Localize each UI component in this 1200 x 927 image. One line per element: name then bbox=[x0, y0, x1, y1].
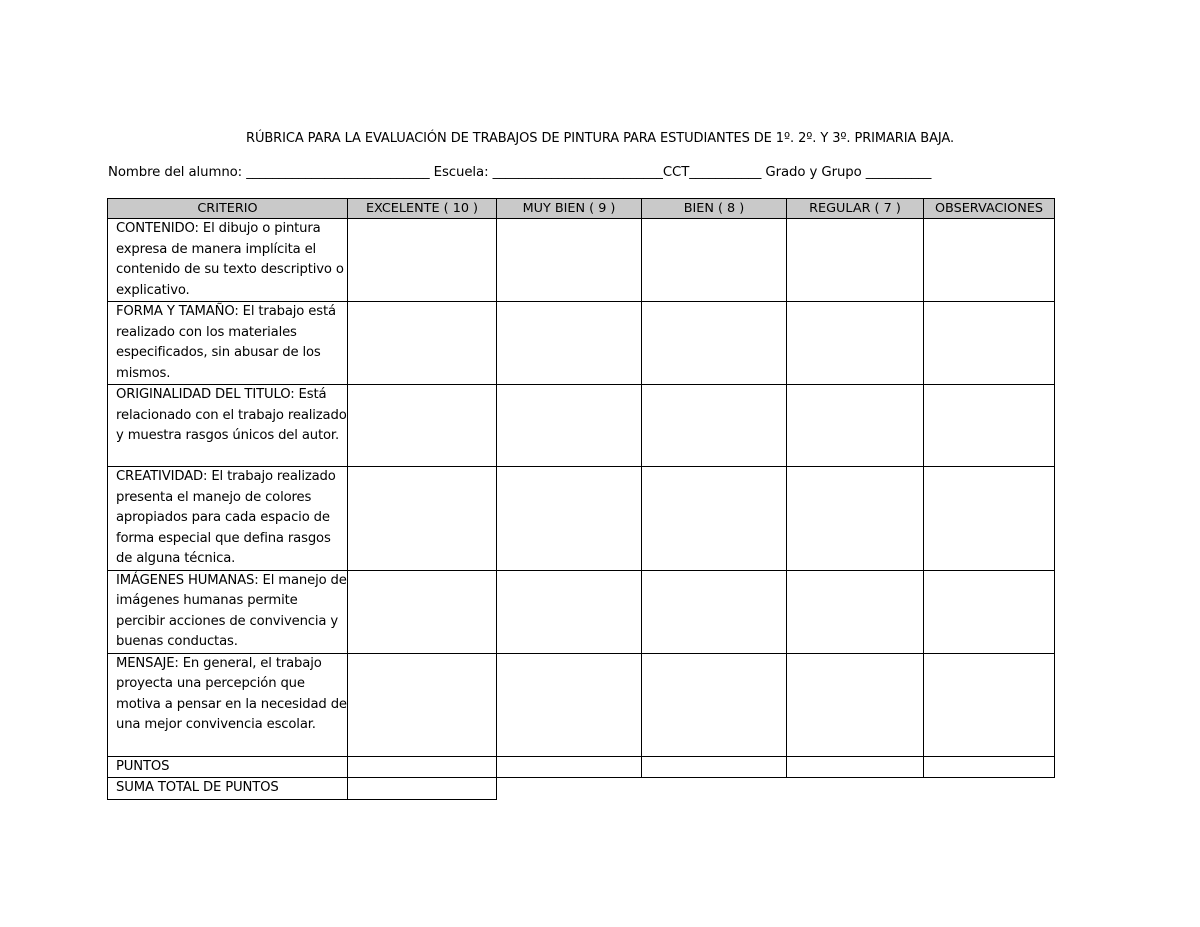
points-cell[interactable] bbox=[497, 756, 642, 778]
observation-cell[interactable] bbox=[924, 467, 1055, 571]
score-cell[interactable] bbox=[787, 219, 924, 302]
total-row bbox=[108, 778, 1055, 800]
points-label: PUNTOS bbox=[108, 756, 348, 778]
score-cell[interactable] bbox=[787, 385, 924, 467]
table-row bbox=[108, 467, 1055, 571]
score-cell[interactable] bbox=[642, 653, 787, 756]
empty-area bbox=[497, 778, 1055, 800]
points-cell[interactable] bbox=[348, 756, 497, 778]
table-row bbox=[108, 570, 1055, 653]
score-cell[interactable] bbox=[348, 570, 497, 653]
score-cell[interactable] bbox=[787, 302, 924, 385]
score-cell[interactable] bbox=[642, 467, 787, 571]
header-excelente: EXCELENTE ( 10 ) bbox=[348, 199, 497, 219]
points-cell[interactable] bbox=[787, 756, 924, 778]
points-cell[interactable] bbox=[642, 756, 787, 778]
table-row bbox=[108, 302, 1055, 385]
score-cell[interactable] bbox=[787, 653, 924, 756]
score-cell[interactable] bbox=[348, 467, 497, 571]
score-cell[interactable] bbox=[497, 467, 642, 571]
total-points-cell[interactable] bbox=[348, 778, 497, 800]
score-cell[interactable] bbox=[497, 302, 642, 385]
score-cell[interactable] bbox=[787, 467, 924, 571]
observation-cell[interactable] bbox=[924, 756, 1055, 778]
score-cell[interactable] bbox=[642, 219, 787, 302]
document-title: RÚBRICA PARA LA EVALUACIÓN DE TRABAJOS DE PINTURA PARA ESTUDIANTES DE 1º. 2º. Y 3º. PRIMARIA BAJA. bbox=[246, 131, 954, 146]
criterion-forma-tamano: FORMA Y TAMAÑO: El trabajo está realizado con los materiales especificados, sin abusar de los mismos. bbox=[108, 302, 348, 385]
header-bien: BIEN ( 8 ) bbox=[642, 199, 787, 219]
score-cell[interactable] bbox=[348, 653, 497, 756]
observation-cell[interactable] bbox=[924, 385, 1055, 467]
score-cell[interactable] bbox=[642, 385, 787, 467]
criterion-mensaje: MENSAJE: En general, el trabajo proyecta una percepción que motiva a pensar en la necesidad de una mejor convivencia escolar. bbox=[108, 653, 348, 756]
score-cell[interactable] bbox=[497, 570, 642, 653]
header-observaciones: OBSERVACIONES bbox=[924, 199, 1055, 219]
score-cell[interactable] bbox=[348, 302, 497, 385]
table-row bbox=[108, 653, 1055, 756]
score-cell[interactable] bbox=[497, 385, 642, 467]
criterion-originalidad: ORIGINALIDAD DEL TITULO: Está relacionado con el trabajo realizado y muestra rasgos únicos del autor. bbox=[108, 385, 348, 467]
points-row bbox=[108, 756, 1055, 778]
score-cell[interactable] bbox=[348, 219, 497, 302]
header-regular: REGULAR ( 7 ) bbox=[787, 199, 924, 219]
score-cell[interactable] bbox=[497, 653, 642, 756]
score-cell[interactable] bbox=[787, 570, 924, 653]
criterion-contenido: CONTENIDO: El dibujo o pintura expresa de manera implícita el contenido de su texto descriptivo o explicativo. bbox=[108, 219, 348, 302]
observation-cell[interactable] bbox=[924, 302, 1055, 385]
score-cell[interactable] bbox=[642, 570, 787, 653]
rubric-table bbox=[107, 198, 1055, 800]
score-cell[interactable] bbox=[497, 219, 642, 302]
score-cell[interactable] bbox=[642, 302, 787, 385]
observation-cell[interactable] bbox=[924, 570, 1055, 653]
score-cell[interactable] bbox=[348, 385, 497, 467]
criterion-imagenes-humanas: IMÁGENES HUMANAS: El manejo de imágenes humanas permite percibir acciones de convivencia y buenas conductas. bbox=[108, 570, 348, 653]
table-row bbox=[108, 385, 1055, 467]
observation-cell[interactable] bbox=[924, 653, 1055, 756]
total-label: SUMA TOTAL DE PUNTOS bbox=[108, 778, 348, 800]
student-info-line: Nombre del alumno: ____________________________ Escuela: __________________________CCT___________ Grado y Grupo __________ bbox=[108, 165, 932, 180]
table-row bbox=[108, 219, 1055, 302]
observation-cell[interactable] bbox=[924, 219, 1055, 302]
header-criterio: CRITERIO bbox=[108, 199, 348, 219]
header-muy-bien: MUY BIEN ( 9 ) bbox=[497, 199, 642, 219]
criterion-creatividad: CREATIVIDAD: El trabajo realizado presenta el manejo de colores apropiados para cada espacio de forma especial que defina rasgos de alguna técnica. bbox=[108, 467, 348, 571]
header-row bbox=[108, 199, 1055, 219]
